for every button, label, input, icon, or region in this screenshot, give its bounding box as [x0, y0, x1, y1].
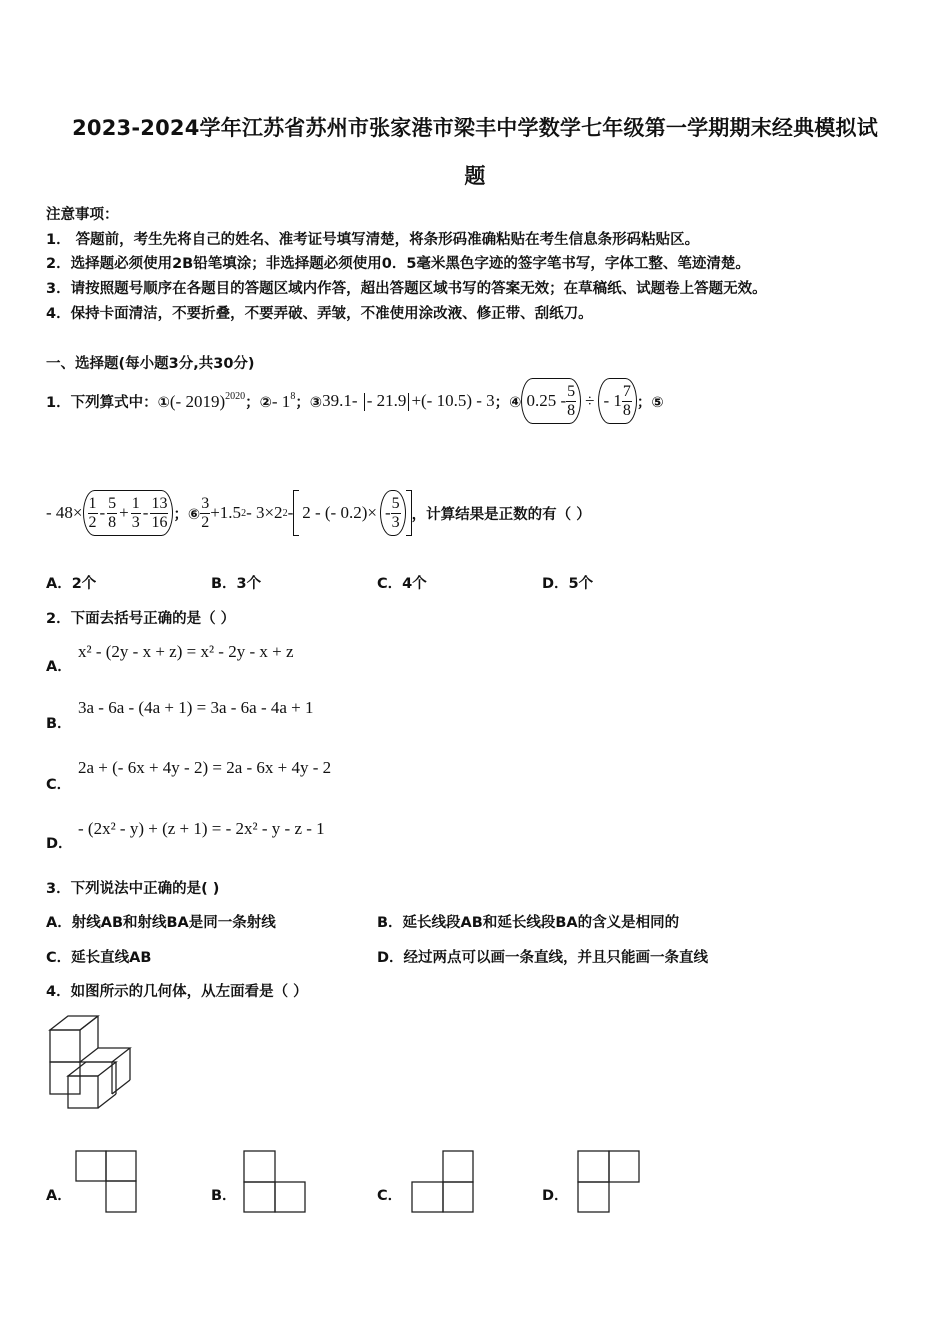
notice-item-1: 1． 答题前，考生先将自己的姓名、准考证号填写清楚，将条形码准确粘贴在考生信息条形码粘贴区。: [46, 232, 700, 248]
geometry-solid-figure: [46, 1012, 136, 1114]
q1-suffix: ，计算结果是正数的有（ ）: [411, 506, 591, 523]
q2-option-b-label[interactable]: B．: [46, 716, 72, 732]
q1-expr4: 0.25 - $\frac{5}{8}$ ÷ - 1 $\frac{7}{8}$: [521, 378, 636, 424]
notice-heading: 注意事项：: [46, 207, 119, 223]
q2-option-a-label[interactable]: A．: [46, 659, 72, 675]
q2-option-c-expr: 2a + (- 6x + 4y - 2) = 2a - 6x + 4y - 2: [78, 758, 332, 777]
q1-sep1: ；②: [245, 394, 272, 411]
q1-sep3: ；④: [494, 394, 522, 411]
q4-option-a-figure: [75, 1150, 137, 1214]
q3-option-a[interactable]: A．射线AB和射线BA是同一条射线: [46, 915, 276, 931]
q2-option-d-label[interactable]: D．: [46, 836, 73, 852]
q1-line1: [46, 376, 664, 426]
q4-option-b-figure: [243, 1150, 307, 1214]
q1-option-d[interactable]: D．5个: [542, 576, 594, 592]
q2-option-b-expr: 3a - 6a - (4a + 1) = 3a - 6a - 4a + 1: [78, 698, 314, 717]
q4-option-a-label[interactable]: A．: [46, 1188, 72, 1204]
q1-option-a[interactable]: A．2个: [46, 576, 97, 592]
q1-option-b[interactable]: B．3个: [211, 576, 262, 592]
q1-expr5: - 48× $\frac{1}{2}$ - $\frac{5}{8}$ + $\frac{1}{3}$ - $\frac{13}{16}$: [46, 490, 173, 536]
notice-item-3: 3．请按照题号顺序在各题目的答题区域内作答，超出答题区域书写的答案无效；在草稿纸、试题卷上答题无效。: [46, 281, 767, 297]
q2-option-c-label[interactable]: C．: [46, 777, 72, 793]
q3-option-c[interactable]: C．延长直线AB: [46, 950, 152, 966]
q4-option-b-label[interactable]: B．: [211, 1188, 237, 1204]
q1-prefix: 1．下列算式中：①: [46, 394, 170, 411]
notice-item-4: 4．保持卡面清洁，不要折叠，不要弄破、弄皱，不准使用涂改液、修正带、刮纸刀。: [46, 306, 593, 322]
section-heading: 一、选择题(每小题3分,共30分): [46, 356, 255, 372]
q1-line2: [46, 488, 591, 538]
q2-option-a-expr: x² - (2y - x + z) = x² - 2y - x + z: [78, 642, 294, 661]
q3-stem: 3．下列说法中正确的是( ): [46, 881, 220, 897]
q4-stem: 4．如图所示的几何体，从左面看是（ ）: [46, 984, 308, 1000]
page-title-continued: 题: [464, 164, 486, 188]
q1-sep5: ；⑥: [173, 506, 201, 523]
q3-option-b[interactable]: B．延长线段AB和延长线段BA的含义是相同的: [377, 915, 680, 931]
q3-option-d[interactable]: D．经过两点可以画一条直线，并且只能画一条直线: [377, 950, 709, 966]
q4-option-d-figure: [577, 1150, 641, 1214]
q1-sep2: ；③: [295, 394, 323, 411]
q1-expr3: 39.1- - 21.9 +(- 10.5) - 3: [322, 390, 495, 410]
q1-expr6: $\frac{3}{2}$ +1.5 2 - 3×2 2 - 2 - (- 0.2)× - $\frac{5}{3}$: [200, 490, 411, 536]
page-title: 2023-2024学年江苏省苏州市张家港市梁丰中学数学七年级第一学期期末经典模拟试: [72, 116, 878, 140]
q1-option-c[interactable]: C．4个: [377, 576, 427, 592]
q1-sep4: ；⑤: [636, 394, 664, 411]
q4-option-c-figure: [411, 1150, 475, 1214]
q1-expr1: (- 2019)$^{2020}$: [169, 390, 246, 411]
q4-option-c-label[interactable]: C．: [377, 1188, 403, 1204]
notice-item-2: 2．选择题必须使用2B铅笔填涂；非选择题必须使用0．5毫米黑色字迹的签字笔书写，字体工整、笔迹清楚。: [46, 256, 750, 272]
q2-stem: 2．下面去括号正确的是（ ）: [46, 611, 236, 627]
q1-expr2: - $1^8$: [271, 390, 296, 411]
q2-option-d-expr: - (2x² - y) + (z + 1) = - 2x² - y - z - 1: [78, 819, 325, 838]
q4-option-d-label[interactable]: D．: [542, 1188, 569, 1204]
